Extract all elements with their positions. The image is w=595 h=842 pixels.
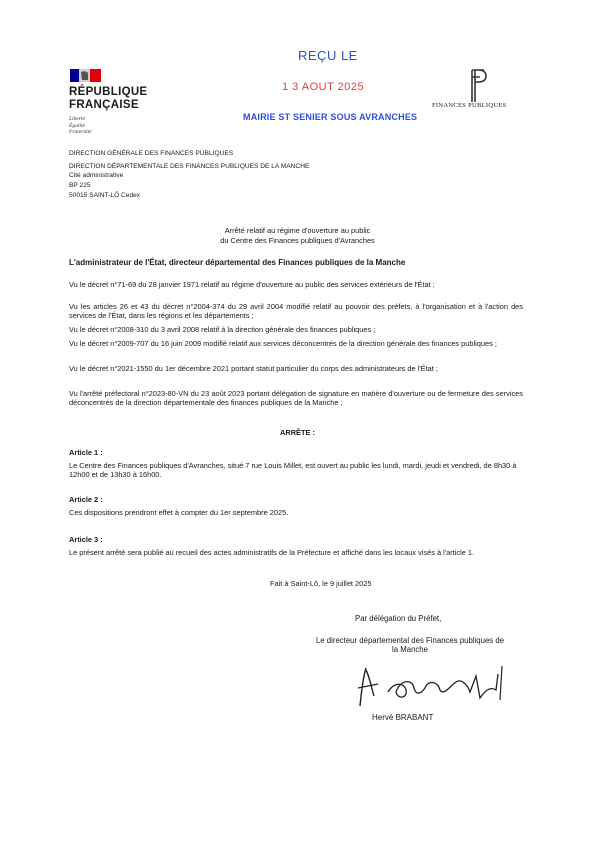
article-1-text: Le Centre des Finances publiques d'Avranches, situé 7 rue Louis Millet, est ouvert au public les lundi, mardi, jeudi et vendredi, de 8h30 à 12h00 et de 13h30 à 16h00. — [69, 461, 517, 480]
stamp-received-label: REÇU LE — [298, 48, 358, 63]
header-dgfip: DIRECTION GÉNÉRALE DES FINANCES PUBLIQUES — [69, 150, 234, 157]
document-title-line-2: du Centre des Finances publiques d'Avranches — [220, 236, 375, 245]
visa-1: Vu le décret n°71-69 du 28 janvier 1971 relatif au régime d'ouverture au public des services extérieurs de l'État ; — [69, 280, 435, 289]
article-1-heading: Article 1 : — [69, 448, 103, 457]
motto-egalite: Égalité — [69, 122, 85, 129]
signatory-lead: L'administrateur de l'État, directeur départemental des Finances publiques de la Manche — [69, 258, 406, 267]
signatory-role: Le directeur départemental des Finances publiques de la Manche — [315, 636, 505, 655]
motto — [69, 116, 92, 136]
arrete-heading: ARRÊTE : — [280, 428, 315, 437]
header-city: 50015 SAINT-LÔ Cedex — [69, 192, 141, 199]
visa-4: Vu le décret n°2009-707 du 16 juin 2009 modifié relatif aux services déconcentrés de la direction générale des finances publiques ; — [69, 339, 497, 348]
stamp-mairie: MAIRIE ST SENIER SOUS AVRANCHES — [243, 112, 418, 122]
signatory-name: Hervé BRABANT — [372, 713, 434, 722]
header-cite: Cité administrative — [69, 172, 124, 179]
document-title-line-1: Arrêté relatif au régime d'ouverture au public — [224, 226, 371, 235]
article-3-text: Le présent arrêté sera publié au recueil des actes administratifs de la Préfecture et affiché dans les locaux visés à l'article 1. — [69, 548, 475, 557]
stamp-date: 1 3 AOUT 2025 — [282, 81, 365, 93]
motto-liberte: Liberté — [69, 116, 85, 122]
article-2-heading: Article 2 : — [69, 495, 103, 504]
article-3-heading: Article 3 : — [69, 535, 103, 544]
visa-3: Vu le décret n°2008-310 du 3 avril 2008 relatif à la direction générale des finances publiques ; — [69, 325, 376, 334]
republique-francaise-wordmark — [69, 86, 147, 112]
motto-fraternite: Fraternité — [69, 129, 92, 135]
finances-publiques-label: FINANCES PUBLIQUES — [432, 102, 507, 109]
finances-publiques-logo-icon — [466, 68, 490, 104]
article-2-text: Ces dispositions prendront effet à compter du 1er septembre 2025. — [69, 508, 289, 517]
marianne-logo-icon — [70, 69, 101, 82]
delegation-line: Par délégation du Préfet, — [355, 614, 442, 623]
visa-2: Vu les articles 26 et 43 du décret n°2004-374 du 29 avril 2004 modifié relatif au pouvoir des préfets, à l'organisation et à l'action des services de l'État, dans les régions et les départements ; — [69, 302, 523, 321]
handwritten-signature — [348, 656, 518, 712]
wordmark-line-2: FRANÇAISE — [69, 99, 139, 111]
visa-6: Vu l'arrêté préfectoral n°2023-80-VN du 23 août 2023 portant délégation de signature en matière d'ouverture ou de fermeture des services déconcentrés de la direction départementale des finances publiques de la Manche ; — [69, 389, 523, 408]
header-bp: BP 225 — [69, 182, 91, 189]
header-ddfip: DIRECTION DÉPARTEMENTALE DES FINANCES PUBLIQUES DE LA MANCHE — [69, 163, 310, 170]
place-and-date: Fait à Saint-Lô, le 9 juillet 2025 — [270, 579, 372, 588]
visa-5: Vu le décret n°2021-1550 du 1er décembre 2021 portant statut particulier du corps des administrateurs de l'État ; — [69, 364, 438, 373]
wordmark-line-1: RÉPUBLIQUE — [69, 86, 148, 98]
